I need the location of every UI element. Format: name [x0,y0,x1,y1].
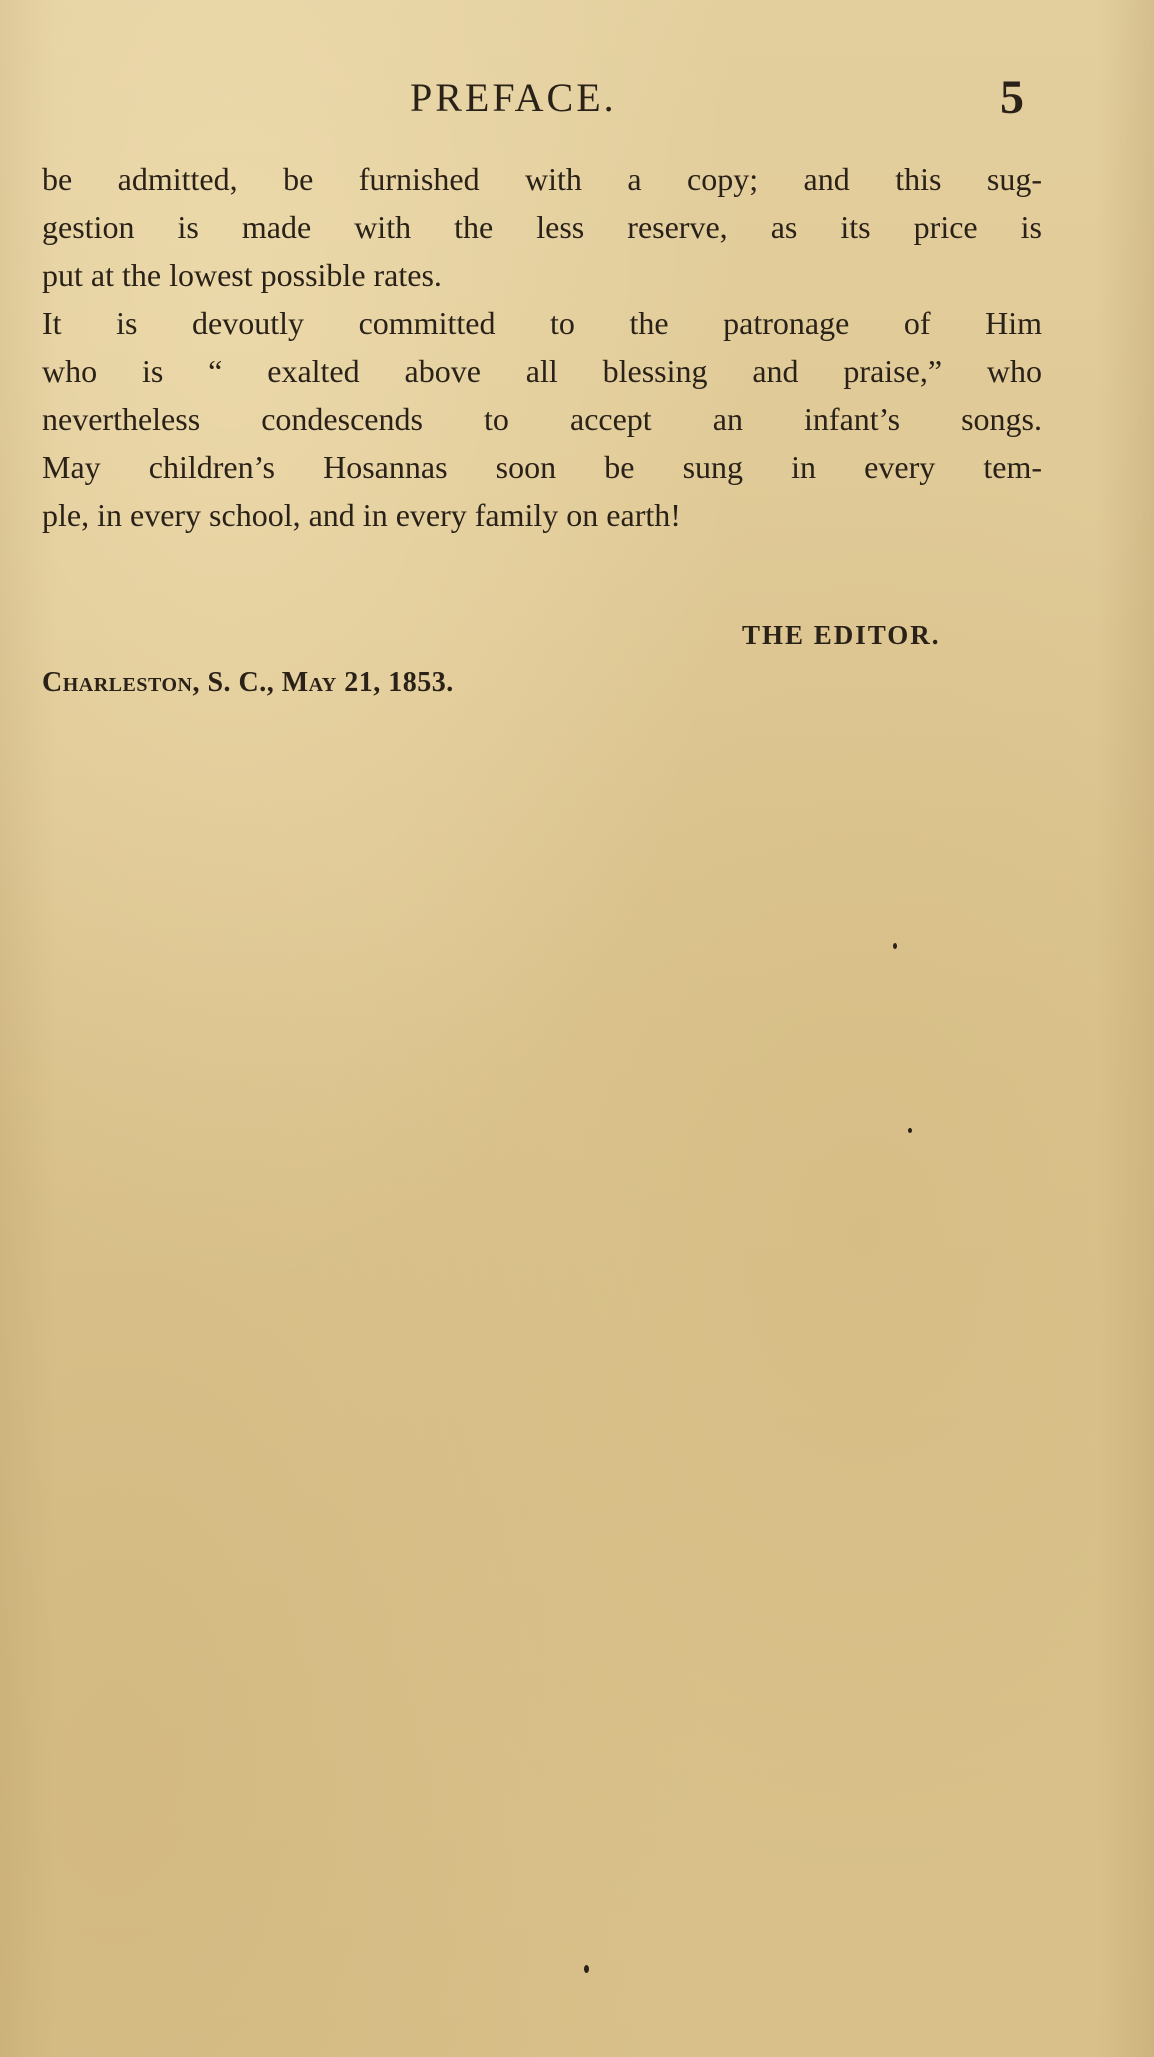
text-line: put at the lowest possible rates. [42,257,442,293]
text-line: May children’s Hosannas soon be sung in every tem- [42,449,1042,485]
paper-speck [908,1128,912,1133]
running-head [0,70,1154,130]
editor-signature: THE EDITOR. [742,620,941,650]
page-number: 5 [1000,71,1024,124]
text-line: be admitted, be furnished with a copy; and this sug- [42,161,1042,197]
paper-speck [584,1965,589,1973]
preface-text [42,155,1042,539]
text-line: gestion is made with the less reserve, as its price is [42,209,1042,245]
paper-speck [893,943,897,949]
running-title: PREFACE. [410,75,617,120]
text-line: who is “ exalted above all blessing and praise,” who [42,353,1042,389]
text-line: It is devoutly committed to the patronage of Him [42,305,1042,341]
text-line: ple, in every school, and in every family on earth! [42,497,681,533]
place-date-line: Charleston, S. C., May 21, 1853. [42,667,454,698]
text-line: nevertheless condescends to accept an infant’s songs. [42,401,1042,437]
